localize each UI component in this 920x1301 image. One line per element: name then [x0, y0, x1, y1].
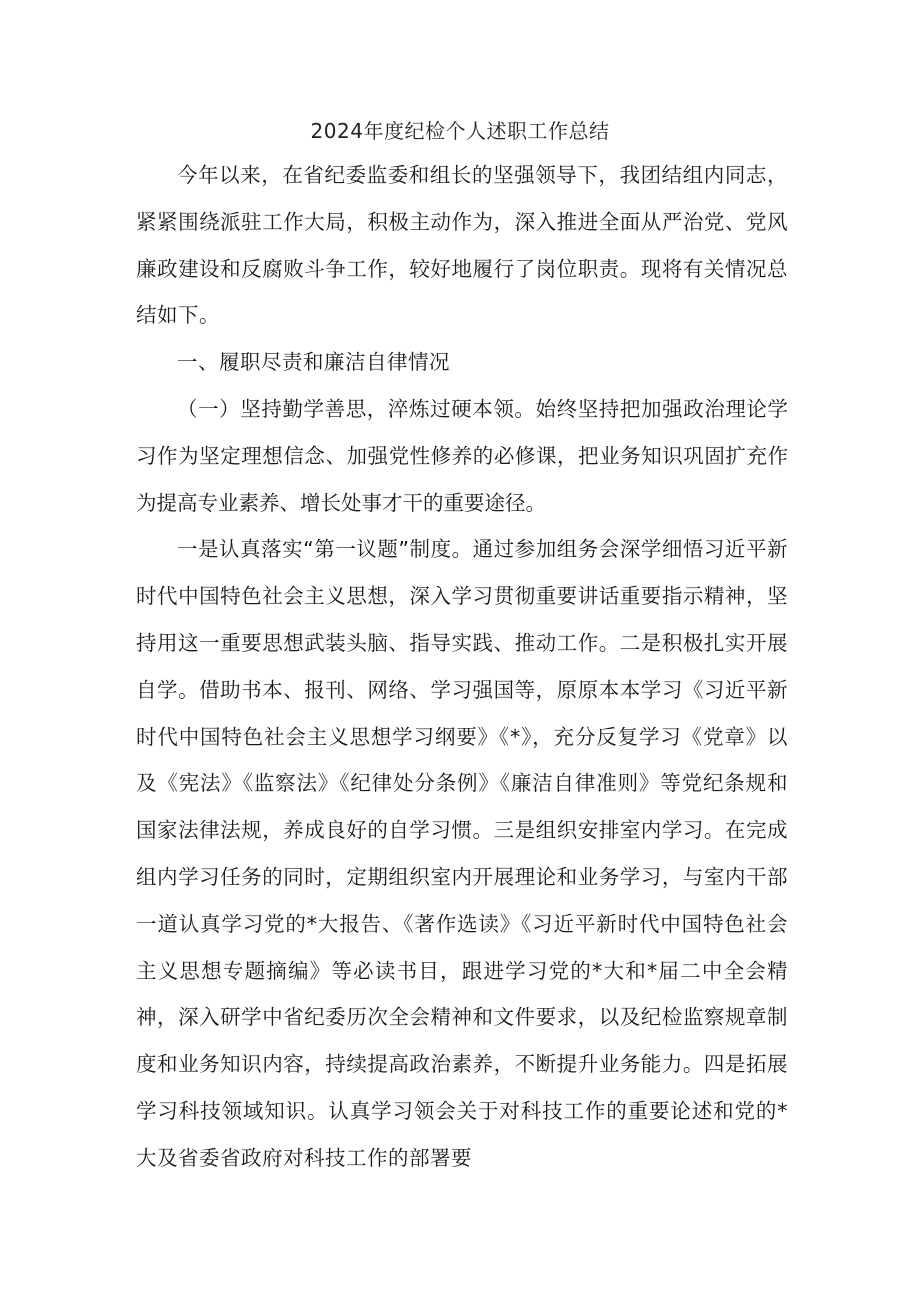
document-body: [136, 152, 788, 1182]
document-title: 2024年度纪检个人述职工作总结: [310, 119, 610, 143]
intro-paragraph: 今年以来，在省纪委监委和组长的坚强领导下，我团结组内同志，紧紧围绕派驻工作大局，积极主动作为，深入推进全面从严治党、党风廉政建设和反腐败斗争工作，较好地履行了岗位职责。现将有关情况总结如下。: [136, 163, 788, 328]
subsection-paragraph: （一）坚持勤学善思，淬炼过硬本领。始终坚持把加强政治理论学习作为坚定理想信念、加强党性修养的必修课，把业务知识巩固扩充作为提高专业素养、增长处事才干的重要途径。: [136, 396, 788, 515]
section-heading: 一、履职尽责和廉洁自律情况: [177, 350, 450, 375]
body-paragraph: 一是认真落实“第一议题”制度。通过参加组务会深学细悟习近平新时代中国特色社会主义思想，深入学习贯彻重要讲话重要指示精神，坚持用这一重要思想武装头脑、指导实践、推动工作。二是积极扎实开展自学。借助书本、报刊、网络、学习强国等，原原本本学习《习近平新时代中国特色社会主义思想学习纲要》《*》，充分反复学习《党章》以及《宪法》《监察法》《纪律处分条例》《廉洁自律准则》等党纪条规和国家法律法规，养成良好的自学习惯。三是组织安排室内学习。在完成组内学习任务的同时，定期组织室内开展理论和业务学习，与室内干部一道认真学习党的*大报告、《著作选读》《习近平新时代中国特色社会主义思想专题摘编》等必读书目，跟进学习党的*大和*届二中全会精神，深入研学中省纪委历次全会精神和文件要求，以及纪检监察规章制度和业务知识内容，持续提高政治素养，不断提升业务能力。四是拓展学习科技领域知识。认真学习领会关于对科技工作的重要论述和党的*大及省委省政府对科技工作的部署要: [136, 537, 788, 1170]
